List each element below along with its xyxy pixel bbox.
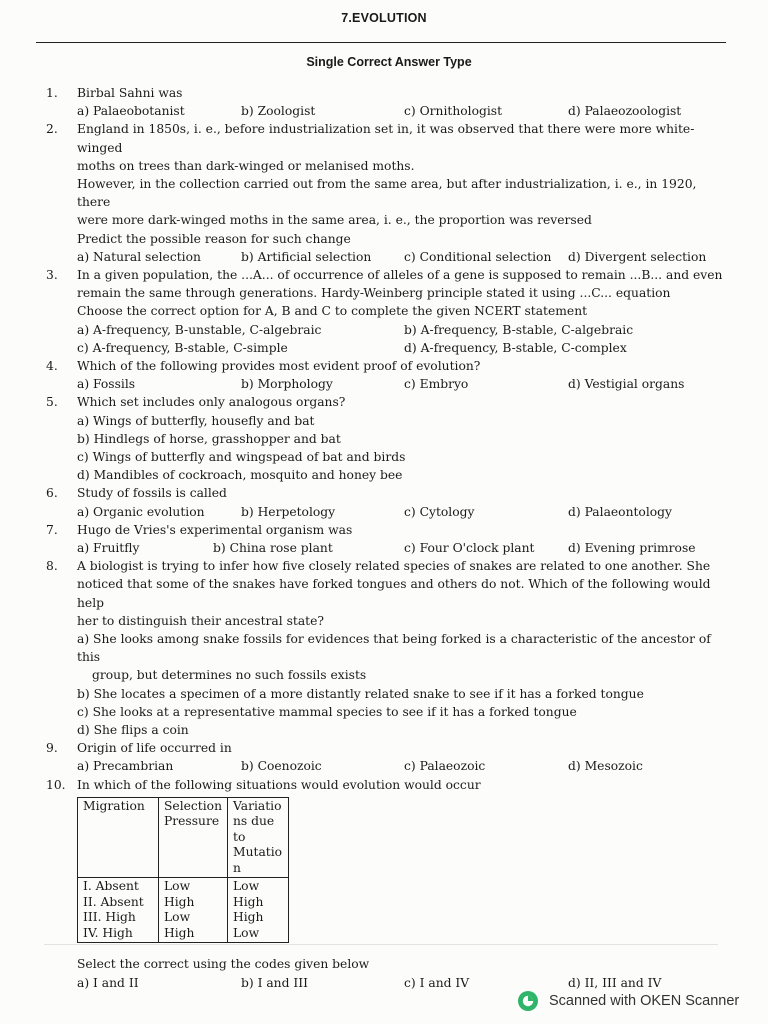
table-row (78, 878, 289, 943)
option-d: d) Palaeontology (568, 504, 672, 519)
options-row (77, 757, 728, 775)
header-selection-pressure (159, 797, 228, 878)
variation-values (228, 878, 289, 943)
question-3 (0, 266, 768, 357)
table-cell: Low (164, 879, 191, 894)
question-text: Origin of life occurred in (77, 741, 232, 756)
option-b: b) She locates a specimen of a more distantly related snake to see if it has a forked tongue (77, 686, 644, 701)
option-b: b) Coenozoic (241, 759, 322, 774)
option-d: d) Evening primrose (568, 540, 696, 555)
option-d: d) She flips a coin (77, 723, 189, 737)
table-cell: High (164, 894, 195, 909)
question-text: However, in the collection carried out from the same area, but after industrialization, i. e., in 1920, there (77, 177, 697, 210)
table-cell: II. Absent (83, 894, 144, 909)
option-d: d) II, III and IV (568, 975, 662, 990)
question-text: moths on trees than dark-winged or melanised moths. (77, 158, 415, 173)
migration-table (77, 797, 289, 944)
table-cell: III. High (83, 910, 136, 925)
options-row (77, 321, 728, 339)
question-5 (0, 393, 768, 484)
option-a: a) Natural selection (77, 249, 201, 264)
question-10 (0, 776, 768, 992)
option-b: b) Hindlegs of horse, grasshopper and bat (77, 431, 341, 446)
table-cell: Low (233, 879, 260, 894)
table-cell: IV. High (83, 925, 133, 940)
question-number: 9. (46, 741, 58, 756)
option-a: a) Fruitfly (77, 540, 140, 555)
header-line: ns due (233, 814, 275, 829)
question-6 (0, 484, 768, 520)
question-number: 4. (46, 358, 58, 373)
watermark-text: Scanned with OKEN Scanner (549, 993, 740, 1009)
header-line: Mutatio (233, 845, 283, 860)
options-row (77, 339, 728, 357)
table-cell: I. Absent (83, 879, 139, 894)
options-row (77, 974, 728, 992)
codes-instruction: Select the correct using the codes given below (77, 957, 370, 972)
table-cell: High (233, 894, 264, 909)
header-divider (36, 42, 726, 43)
option-b: b) Herpetology (241, 504, 336, 519)
header-line: n (233, 860, 241, 875)
question-number: 8. (46, 559, 58, 574)
question-text: Which of the following provides most evident proof of evolution? (77, 358, 481, 373)
footer-divider (44, 944, 718, 945)
option-a-continued: group, but determines no such fossils exists (92, 668, 367, 683)
option-a: a) Wings of butterfly, housefly and bat (77, 413, 315, 428)
scanner-watermark (517, 990, 739, 1012)
question-text: A biologist is trying to infer how five closely related species of snakes are related to one another. She (77, 559, 711, 574)
selection-pressure-values (159, 878, 228, 943)
option-d: d) Vestigial organs (568, 377, 685, 392)
option-c: c) Cytology (404, 504, 475, 519)
question-text: noticed that some of the snakes have forked tongues and others do not. Which of the following would help (77, 577, 711, 610)
header-line: Pressure (164, 814, 220, 829)
option-c: c) Palaeozoic (404, 759, 486, 774)
option-c: c) Wings of butterfly and wingspead of bat and birds (77, 449, 406, 464)
header-line: Selection (164, 798, 222, 813)
question-text: In a given population, the ...A... of occurrence of alleles of a gene is supposed to remain ...B... and even (77, 268, 723, 282)
option-c: c) She looks at a representative mammal species to see if it has a forked tongue (77, 704, 577, 719)
question-text: Study of fossils is called (77, 486, 227, 501)
option-b: b) China rose plant (213, 540, 333, 555)
question-2 (0, 120, 768, 266)
header-variations (228, 797, 289, 878)
options-row (77, 503, 728, 521)
question-number: 3. (46, 268, 58, 282)
header-line: Variatio (233, 798, 282, 813)
option-a: a) Palaeobotanist (77, 104, 185, 119)
option-b: b) Artificial selection (241, 249, 372, 264)
chapter-title: 7.EVOLUTION (341, 11, 427, 25)
question-text: Hugo de Vries's experimental organism was (77, 522, 353, 537)
question-text: Which set includes only analogous organs? (77, 395, 346, 410)
question-list (0, 84, 768, 992)
question-number: 2. (46, 122, 58, 137)
options-row (77, 375, 728, 393)
option-c: c) I and IV (404, 975, 470, 990)
question-1 (0, 84, 768, 120)
question-text: were more dark-winged moths in the same area, i. e., the proportion was reversed (77, 213, 592, 228)
question-text: Choose the correct option for A, B and C to complete the given NCERT statement (77, 304, 588, 319)
question-text: In which of the following situations would evolution would occur (77, 777, 481, 792)
oken-scanner-logo-icon (517, 990, 539, 1012)
option-b: b) I and III (241, 975, 308, 990)
table-header-row (78, 797, 289, 878)
option-d: d) Mesozoic (568, 759, 643, 774)
option-a: a) A-frequency, B-unstable, C-algebraic (77, 322, 322, 337)
option-a: a) Precambrian (77, 759, 174, 774)
question-number: 10. (46, 777, 66, 792)
header-migration: Migration (78, 797, 159, 878)
options-row (77, 539, 728, 557)
option-a: a) She looks among snake fossils for evidences that being forked is a characteristic of the ancestor of this (77, 631, 711, 665)
option-b: b) Morphology (241, 377, 333, 392)
question-text: remain the same through generations. Hardy-Weinberg principle stated it using ...C... equation (77, 286, 671, 301)
question-text: Predict the possible reason for such change (77, 231, 351, 246)
option-a: a) Fossils (77, 377, 136, 392)
question-text: England in 1850s, i. e., before industrialization set in, it was observed that there were more white-winged (77, 122, 695, 155)
question-number: 7. (46, 522, 58, 537)
option-d: d) A-frequency, B-stable, C-complex (404, 340, 627, 355)
question-text: her to distinguish their ancestral state? (77, 613, 324, 628)
table-cell: High (164, 925, 195, 940)
table-cell: High (233, 910, 264, 925)
option-c: c) Ornithologist (404, 104, 503, 119)
option-b: b) A-frequency, B-stable, C-algebraic (404, 322, 634, 337)
table-cell: Low (233, 925, 260, 940)
options-row (77, 248, 728, 266)
option-c: c) A-frequency, B-stable, C-simple (77, 340, 288, 355)
option-d: d) Divergent selection (568, 249, 707, 264)
option-a: a) Organic evolution (77, 504, 205, 519)
question-number: 6. (46, 486, 58, 501)
options-row (77, 102, 728, 120)
option-a: a) I and II (77, 975, 139, 990)
option-c: c) Embryo (404, 377, 469, 392)
section-title: Single Correct Answer Type (306, 55, 472, 69)
header-line: to (233, 829, 246, 844)
question-8 (0, 557, 768, 739)
question-7 (0, 521, 768, 557)
option-d: d) Mandibles of cockroach, mosquito and honey bee (77, 468, 403, 483)
question-number: 5. (46, 395, 58, 410)
option-d: d) Palaeozoologist (568, 104, 682, 119)
question-number: 1. (46, 86, 58, 100)
table-cell: Low (164, 910, 191, 925)
question-9 (0, 739, 768, 775)
question-text: Birbal Sahni was (77, 86, 183, 100)
option-c: c) Four O'clock plant (404, 540, 535, 555)
question-4 (0, 357, 768, 393)
migration-values (78, 878, 159, 943)
option-b: b) Zoologist (241, 104, 316, 119)
option-c: c) Conditional selection (404, 249, 552, 264)
